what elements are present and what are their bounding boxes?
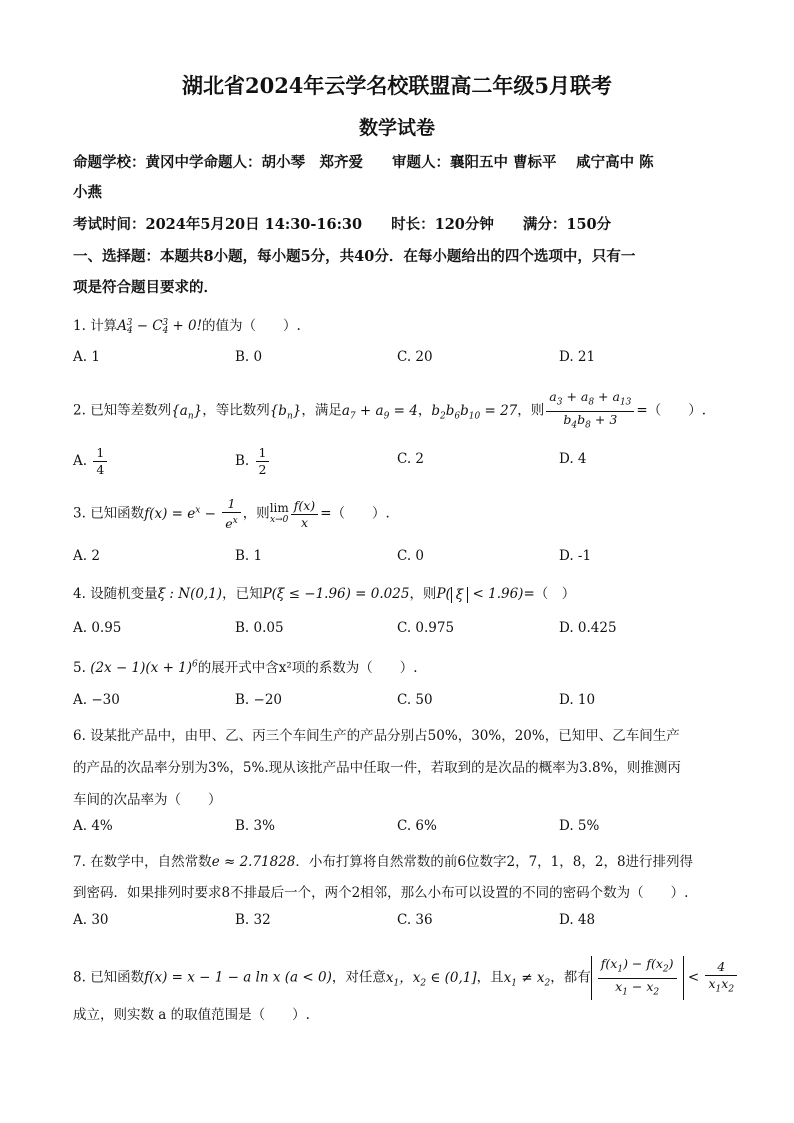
option-c[interactable]: C. 50 — [397, 692, 433, 708]
option-c[interactable]: C. 2 — [397, 451, 425, 467]
authors-line-2: 小燕 — [73, 184, 102, 201]
option-a[interactable]: A. 0.95 — [73, 620, 122, 636]
option-b[interactable]: B. 0.05 — [235, 620, 284, 636]
option-a[interactable]: A. 4% — [73, 818, 113, 834]
option-b[interactable]: B. $\frac{1}{2}$ — [235, 445, 271, 478]
option-a[interactable]: A. 2 — [73, 548, 100, 564]
option-d[interactable]: D. 0.425 — [559, 620, 617, 636]
option-d[interactable]: D. 4 — [559, 451, 587, 467]
section-heading-line-1: 一、选择题：本题共8小题，每小题5分，共40分．在每小题给出的四个选项中，只有一 — [73, 248, 636, 265]
option-d[interactable]: D. 5% — [559, 818, 600, 834]
option-b[interactable]: B. 1 — [235, 548, 263, 564]
question-number: 1. — [73, 318, 86, 334]
option-d[interactable]: D. 48 — [559, 912, 596, 928]
option-b[interactable]: B. 0 — [235, 349, 263, 365]
question-7-line-2: 到密码．如果排列时要求8不排最后一个，两个2相邻，那么小布可以设置的不同的密码个数为（ ）. — [73, 885, 689, 901]
question-4-options — [73, 620, 733, 642]
option-a[interactable]: A. $\frac{1}{4}$ — [73, 445, 109, 478]
question-6-line-3: 车间的次品率为（ ） — [73, 792, 222, 808]
option-c[interactable]: C. 36 — [397, 912, 433, 928]
option-d[interactable]: D. 21 — [559, 349, 596, 365]
option-d[interactable]: D. -1 — [559, 548, 592, 564]
question-5: 5. $(2x - 1)(x + 1)^6$的展开式中含x²项的系数为（ ）. — [73, 659, 418, 676]
option-c[interactable]: C. 6% — [397, 818, 437, 834]
option-c[interactable]: C. 20 — [397, 349, 433, 365]
question-2-options — [73, 445, 733, 477]
option-b[interactable]: B. −20 — [235, 692, 282, 708]
question-7-line-1: 7. 在数学中，自然常数e ≈ 2.71828．小布打算将自然常数的前6位数字2，7，1，8，2，8进行排列得 — [73, 854, 694, 870]
page-title: 湖北省2024年云学名校联盟高二年级5月联考 — [181, 73, 613, 98]
question-1-options — [73, 349, 733, 371]
authors-line-1: 命题学校：黄冈中学命题人：胡小琴 郑齐爱 审题人：襄阳五中 曹标平 咸宁高中 陈 — [73, 154, 654, 171]
fraction: $\frac{a_3 + a_8 + a_{13}}{b_4b_8 + 3}$ — [546, 389, 634, 433]
question-6-line-1: 6. 设某批产品中，由甲、乙、丙三个车间生产的产品分别占50%，30%，20%，已知甲、乙车间生产 — [73, 728, 680, 744]
question-8-line-2: 成立，则实数 a 的取值范围是（ ）. — [73, 1007, 310, 1023]
option-a[interactable]: A. 1 — [73, 349, 100, 365]
question-8: 8. 已知函数f(x) = x − 1 − a ln x (a < 0)，对任意$x_1$，$x_2$ ∈ (0,1]，且$x_1 \ne x_2$，都有 $\frac{f(x_1) - f(x_2)}{x_1 - x_2}$ < $\frac{4}{x_1x_2}$ — [73, 956, 714, 1000]
page-subtitle: 数学试卷 — [358, 117, 435, 139]
question-6-line-2: 的产品的次品率分别为3%，5%.现从该批产品中任取一件，若取到的是次品的概率为3.8%，则推测丙 — [73, 760, 681, 776]
option-c[interactable]: C. 0 — [397, 548, 425, 564]
option-b[interactable]: B. 32 — [235, 912, 271, 928]
exam-info-line: 考试时间：2024年5月20日 14:30-16:30 时长：120分钟 满分：150分 — [73, 216, 612, 233]
question-1: 1. 计算$A_4^3 - C_4^3 + 0$!的值为（ ）. — [73, 317, 301, 336]
math-expression: $A_4^3 - C_4^3 + 0$! — [117, 317, 203, 336]
option-d[interactable]: D. 10 — [559, 692, 596, 708]
question-5-options — [73, 692, 733, 714]
question-7-options — [73, 912, 733, 934]
question-2: 2. 已知等差数列$\{a_n\}$，等比数列$\{b_n\}$，满足$a_7 + a_9 = 4$，$b_2b_6b_{10} = 27$，则 $\frac{a_3 + a_8 + a_{13}}{b_4b_8 + 3}$ =（ ）. — [73, 389, 714, 433]
option-a[interactable]: A. −30 — [73, 692, 120, 708]
option-a[interactable]: A. 30 — [73, 912, 109, 928]
option-c[interactable]: C. 0.975 — [397, 620, 455, 636]
question-4: 4. 设随机变量ξ : N(0,1)，已知P(ξ ≤ −1.96) = 0.025，则P( ξ < 1.96)=（ ） — [73, 586, 576, 603]
question-6-options — [73, 818, 733, 840]
question-3: 3. 已知函数$f(x) = e^x$ − $\frac{1}{e^x}$ ，则lim x→0 $\frac{f(x)}{x}$ =（ ）. — [73, 496, 390, 532]
section-heading-line-2: 项是符合题目要求的． — [73, 279, 218, 296]
question-3-options — [73, 548, 733, 570]
option-b[interactable]: B. 3% — [235, 818, 275, 834]
